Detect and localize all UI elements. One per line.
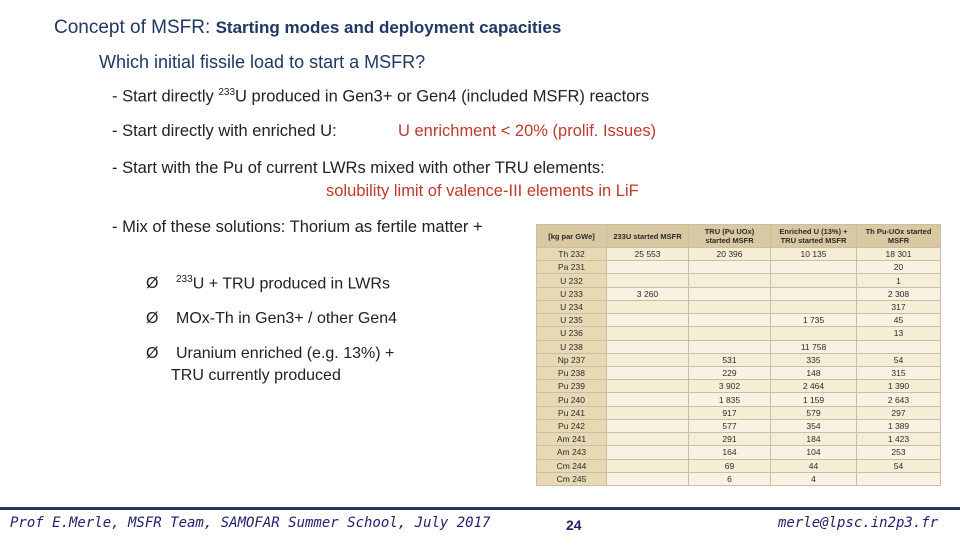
isotope-cell: Pa 231 bbox=[537, 261, 607, 274]
isotope-cell: Th 232 bbox=[537, 248, 607, 261]
line-start-enriched-u: - Start directly with enriched U: bbox=[112, 122, 337, 140]
value-cell: 335 bbox=[771, 353, 857, 366]
table-row bbox=[537, 287, 941, 300]
table-body bbox=[537, 248, 941, 486]
value-cell bbox=[689, 287, 771, 300]
footer-author: Prof E.Merle, MSFR Team, SAMOFAR Summer School, July 2017 bbox=[10, 515, 491, 531]
value-cell: 11 758 bbox=[771, 340, 857, 353]
isotope-cell: Am 241 bbox=[537, 433, 607, 446]
table-row bbox=[537, 340, 941, 353]
footer-email: merle@lpsc.in2p3.fr bbox=[778, 515, 939, 531]
value-cell: 253 bbox=[857, 446, 941, 459]
value-cell: 3 902 bbox=[689, 380, 771, 393]
table-row bbox=[537, 459, 941, 472]
value-cell: 45 bbox=[857, 314, 941, 327]
value-cell bbox=[689, 261, 771, 274]
value-cell bbox=[607, 380, 689, 393]
value-cell bbox=[607, 366, 689, 379]
value-cell bbox=[607, 433, 689, 446]
value-cell bbox=[771, 327, 857, 340]
table-row bbox=[537, 327, 941, 340]
table-row bbox=[537, 314, 941, 327]
isotope-cell: U 238 bbox=[537, 340, 607, 353]
value-cell bbox=[857, 472, 941, 485]
value-cell bbox=[689, 327, 771, 340]
value-cell: 2 643 bbox=[857, 393, 941, 406]
isotope-cell: Pu 238 bbox=[537, 366, 607, 379]
value-cell: 44 bbox=[771, 459, 857, 472]
footer-divider bbox=[0, 507, 960, 510]
isotope-cell: Am 243 bbox=[537, 446, 607, 459]
value-cell: 297 bbox=[857, 406, 941, 419]
isotope-cell: Cm 244 bbox=[537, 459, 607, 472]
table-header: TRU (Pu UOx) started MSFR bbox=[689, 225, 771, 248]
table-row bbox=[537, 446, 941, 459]
value-cell: 2 464 bbox=[771, 380, 857, 393]
line-solubility-limit: solubility limit of valence-III elements in LiF bbox=[326, 182, 639, 200]
value-cell: 317 bbox=[857, 300, 941, 313]
value-cell: 184 bbox=[771, 433, 857, 446]
value-cell: 104 bbox=[771, 446, 857, 459]
value-cell: 3 260 bbox=[607, 287, 689, 300]
table-row bbox=[537, 366, 941, 379]
line-start-pu: - Start with the Pu of current LWRs mixed with other TRU elements: bbox=[112, 159, 605, 177]
table-row bbox=[537, 274, 941, 287]
slide-title bbox=[54, 17, 561, 39]
table-row bbox=[537, 419, 941, 432]
value-cell: 20 396 bbox=[689, 248, 771, 261]
table-row bbox=[537, 380, 941, 393]
value-cell: 54 bbox=[857, 459, 941, 472]
line-enrichment-limit: U enrichment < 20% (prolif. Issues) bbox=[398, 122, 657, 140]
value-cell: 354 bbox=[771, 419, 857, 432]
fissile-load-table bbox=[536, 224, 941, 486]
value-cell bbox=[689, 340, 771, 353]
value-cell bbox=[689, 314, 771, 327]
value-cell bbox=[607, 446, 689, 459]
value-cell: 4 bbox=[771, 472, 857, 485]
table-row bbox=[537, 472, 941, 485]
isotope-cell: Pu 240 bbox=[537, 393, 607, 406]
isotope-cell: U 236 bbox=[537, 327, 607, 340]
value-cell: 164 bbox=[689, 446, 771, 459]
value-cell: 2 308 bbox=[857, 287, 941, 300]
isotope-cell: Pu 242 bbox=[537, 419, 607, 432]
title-main: Concept of MSFR: bbox=[54, 17, 216, 38]
bullet-mox-th: Ø MOx-Th in Gen3+ / other Gen4 bbox=[146, 310, 397, 327]
table-header: 233U started MSFR bbox=[607, 225, 689, 248]
value-cell: 1 423 bbox=[857, 433, 941, 446]
value-cell bbox=[771, 274, 857, 287]
table-header: Th Pu-UOx started MSFR bbox=[857, 225, 941, 248]
value-cell: 18 301 bbox=[857, 248, 941, 261]
title-sub: Starting modes and deployment capacities bbox=[215, 18, 562, 37]
value-cell bbox=[607, 472, 689, 485]
table-row bbox=[537, 393, 941, 406]
value-cell bbox=[607, 393, 689, 406]
table-row bbox=[537, 248, 941, 261]
isotope-cell: Np 237 bbox=[537, 353, 607, 366]
bullet-tru-current: TRU currently produced bbox=[171, 367, 341, 384]
value-cell: 148 bbox=[771, 366, 857, 379]
value-cell bbox=[771, 287, 857, 300]
value-cell: 1 389 bbox=[857, 419, 941, 432]
value-cell bbox=[607, 459, 689, 472]
value-cell: 69 bbox=[689, 459, 771, 472]
isotope-cell: Pu 241 bbox=[537, 406, 607, 419]
value-cell: 13 bbox=[857, 327, 941, 340]
isotope-cell: U 233 bbox=[537, 287, 607, 300]
table-header: [kg par GWe] bbox=[537, 225, 607, 248]
value-cell bbox=[689, 300, 771, 313]
value-cell bbox=[607, 300, 689, 313]
value-cell: 20 bbox=[857, 261, 941, 274]
value-cell: 577 bbox=[689, 419, 771, 432]
bullet-u233-tru: Ø $^{233}$U + TRU produced in LWRs bbox=[146, 274, 390, 293]
value-cell: 229 bbox=[689, 366, 771, 379]
value-cell: 1 390 bbox=[857, 380, 941, 393]
value-cell bbox=[607, 314, 689, 327]
value-cell bbox=[857, 340, 941, 353]
value-cell: 291 bbox=[689, 433, 771, 446]
arrow-bullet-icon: Ø bbox=[146, 345, 159, 362]
value-cell: 315 bbox=[857, 366, 941, 379]
value-cell bbox=[771, 300, 857, 313]
value-cell bbox=[607, 340, 689, 353]
value-cell bbox=[607, 261, 689, 274]
arrow-bullet-icon: Ø bbox=[146, 310, 159, 327]
value-cell bbox=[607, 419, 689, 432]
line-mix-solutions: - Mix of these solutions: Thorium as fertile matter + bbox=[112, 218, 483, 236]
table-row bbox=[537, 406, 941, 419]
value-cell: 54 bbox=[857, 353, 941, 366]
value-cell: 6 bbox=[689, 472, 771, 485]
page-number: 24 bbox=[566, 517, 582, 533]
isotope-cell: Cm 245 bbox=[537, 472, 607, 485]
value-cell bbox=[607, 406, 689, 419]
value-cell: 1 bbox=[857, 274, 941, 287]
value-cell: 1 735 bbox=[771, 314, 857, 327]
slide-subtitle: Which initial fissile load to start a MSFR? bbox=[99, 52, 426, 72]
table-header: Enriched U (13%) + TRU started MSFR bbox=[771, 225, 857, 248]
value-cell: 579 bbox=[771, 406, 857, 419]
table-row bbox=[537, 300, 941, 313]
line-start-u233: - Start directly $^{233}$U produced in Gen3+ or Gen4 (included MSFR) reactors bbox=[112, 87, 650, 106]
value-cell: 917 bbox=[689, 406, 771, 419]
value-cell bbox=[607, 327, 689, 340]
table-row bbox=[537, 433, 941, 446]
isotope-cell: Pu 239 bbox=[537, 380, 607, 393]
value-cell: 1 159 bbox=[771, 393, 857, 406]
value-cell bbox=[689, 274, 771, 287]
value-cell: 531 bbox=[689, 353, 771, 366]
arrow-bullet-icon: Ø bbox=[146, 275, 159, 293]
isotope-cell: U 235 bbox=[537, 314, 607, 327]
isotope-cell: U 232 bbox=[537, 274, 607, 287]
value-cell: 1 835 bbox=[689, 393, 771, 406]
value-cell bbox=[607, 353, 689, 366]
table-header-row bbox=[537, 225, 941, 248]
bullet-uranium-enriched: Ø Uranium enriched (e.g. 13%) + bbox=[146, 345, 395, 362]
table-row bbox=[537, 261, 941, 274]
value-cell bbox=[771, 261, 857, 274]
value-cell bbox=[607, 274, 689, 287]
table-row bbox=[537, 353, 941, 366]
value-cell: 10 135 bbox=[771, 248, 857, 261]
value-cell: 25 553 bbox=[607, 248, 689, 261]
isotope-cell: U 234 bbox=[537, 300, 607, 313]
